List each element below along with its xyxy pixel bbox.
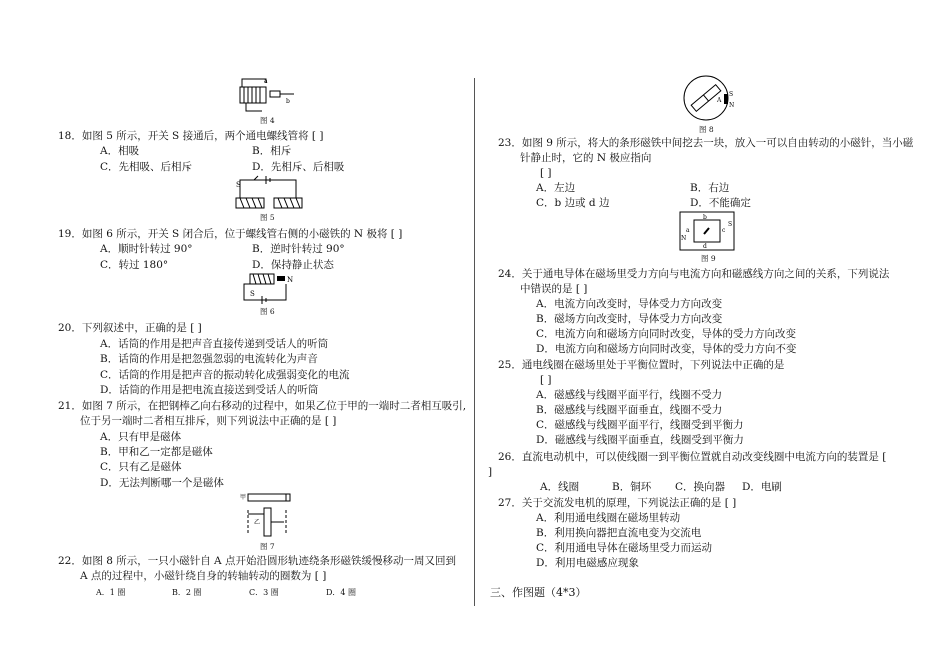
fig7-label-yi: 乙 xyxy=(254,519,261,526)
q19-option-c: C．转过 180° xyxy=(100,259,169,271)
q26-stem: 26．直流电动机中，可以使线圈一到平衡位置就自动改变线圈中电流方向的装置是 [ xyxy=(498,451,887,463)
fig9-label-d: d xyxy=(703,243,707,250)
fig5-label-s: S xyxy=(236,181,241,189)
q18-stem: 18．如图 5 所示，开关 S 接通后，两个通电螺线管将 [ ] xyxy=(58,130,324,142)
q26-option-a: A．线圈 xyxy=(540,481,580,493)
figure-6-diagram xyxy=(240,272,300,306)
q23-option-b: B．右边 xyxy=(690,182,730,194)
q24-option-a: A．电流方向改变时，导体受力方向改变 xyxy=(536,298,723,310)
q19-stem: 19．如图 6 所示，开关 S 闭合后，位于螺线管右侧的小磁铁的 N 极将 [ ] xyxy=(58,228,403,240)
q22-stem-line1: 22．如图 8 所示，一只小磁针自 A 点开始沿圆形轨迹绕条形磁铁缓慢移动一周又回到 xyxy=(58,555,456,567)
q18-option-d: D．先相斥、后相吸 xyxy=(252,161,345,173)
fig6-label-s: S xyxy=(250,290,255,298)
q21-option-c: C．只有乙是磁体 xyxy=(100,461,182,473)
q27-stem: 27．关于交流发电机的原理，下列说法正确的是 [ ] xyxy=(498,497,737,509)
q20-option-d: D．话筒的作用是把电流直接送到受话人的听筒 xyxy=(100,384,319,396)
q18-option-a: A．相吸 xyxy=(100,145,140,157)
q25-option-b: B．磁感线与线圈平面垂直，线圈不受力 xyxy=(536,404,723,416)
fig4-label-b: b xyxy=(286,98,290,105)
fig7-label-jia: 甲 xyxy=(240,494,247,501)
q22-option-a: A．1 圈 xyxy=(96,588,126,597)
fig6-caption: 图 6 xyxy=(260,307,275,316)
q25-option-c: C．磁感线与线圈平面平行，线圈受到平衡力 xyxy=(536,419,744,431)
q20-option-a: A．话筒的作用是把声音直接传递到受话人的听筒 xyxy=(100,338,329,350)
fig4-label-a: a xyxy=(264,78,268,85)
q24-option-c: C．电流方向和磁场方向同时改变，导体的受力方向改变 xyxy=(536,328,797,340)
q22-option-d: D．4 圈 xyxy=(326,588,357,597)
q21-stem-line2: 位于另一端时二者相互排斥，则下列说法中正确的是 [ ] xyxy=(80,415,337,427)
q23-stem-line1: 23．如图 9 所示，将大的条形磁铁中间挖去一块，放入一可以自由转动的小磁针，当小磁 xyxy=(498,137,914,149)
figure-7-diagram xyxy=(238,490,298,540)
fig4-caption: 图 4 xyxy=(260,116,275,125)
q27-option-a: A．利用通电线圈在磁场里转动 xyxy=(536,512,681,524)
q25-bracket: [ ] xyxy=(540,374,552,386)
fig8-caption: 图 8 xyxy=(699,125,714,134)
q24-option-d: D．电流方向和磁场方向同时改变，导体的受力方向不变 xyxy=(536,343,797,355)
q24-stem-line2: 中错误的是 [ ] xyxy=(520,283,588,295)
q21-option-d: D．无法判断哪一个是磁体 xyxy=(100,477,224,489)
q23-bracket: [ ] xyxy=(540,167,552,179)
q26-option-c: C．换向器 xyxy=(675,481,726,493)
q22-option-c: C．3 圈 xyxy=(249,588,279,597)
q18-option-c: C．先相吸、后相斥 xyxy=(100,161,193,173)
q27-option-c: C．利用通电导体在磁场里受力而运动 xyxy=(536,542,713,554)
q27-option-d: D．利用电磁感应现象 xyxy=(536,557,639,569)
q26-close-bracket: ] xyxy=(488,466,493,478)
figure-8-diagram xyxy=(680,74,740,124)
q23-option-a: A．左边 xyxy=(536,182,576,194)
fig9-label-c: c xyxy=(722,227,726,234)
q18-option-b: B．相斥 xyxy=(252,145,292,157)
fig9-label-n: N xyxy=(681,235,687,242)
q23-option-c: C．b 边或 d 边 xyxy=(536,197,610,209)
q25-stem: 25．通电线圈在磁场里处于平衡位置时，下列说法中正确的是 xyxy=(498,359,785,371)
q21-stem-line1: 21．如图 7 所示，在把钢棒乙向右移动的过程中，如果乙位于甲的一端时二者相互吸引, xyxy=(58,400,467,412)
section-3-heading: 三、作图题（4*3） xyxy=(490,586,587,599)
fig9-caption: 图 9 xyxy=(701,254,716,263)
q23-option-d: D．不能确定 xyxy=(690,197,751,209)
q19-option-b: B．逆时针转过 90° xyxy=(252,243,345,255)
q22-stem-line2: A 点的过程中，小磁针绕自身的转轴转动的圈数为 [ ] xyxy=(80,570,327,582)
q26-option-b: B．铜环 xyxy=(612,481,652,493)
q22-option-b: B．2 圈 xyxy=(172,588,202,597)
column-divider xyxy=(474,78,475,606)
fig5-caption: 图 5 xyxy=(260,213,275,222)
figure-9-diagram xyxy=(678,210,738,254)
q20-stem: 20．下列叙述中，正确的是 [ ] xyxy=(58,322,202,334)
q24-option-b: B．磁场方向改变时，导体受力方向改变 xyxy=(536,313,723,325)
q27-option-b: B．利用换向器把直流电变为交流电 xyxy=(536,527,702,539)
fig8-label-s: S xyxy=(729,91,734,98)
q25-option-a: A．磁感线与线圈平面平行，线圈不受力 xyxy=(536,389,723,401)
q25-option-d: D．磁感线与线圈平面垂直，线圈受到平衡力 xyxy=(536,434,744,446)
q19-option-a: A．顺时针转过 90° xyxy=(100,243,193,255)
q23-stem-line2: 针静止时，它的 N 极应指向 xyxy=(520,152,652,164)
q19-option-d: D．保持静止状态 xyxy=(252,259,334,271)
q20-option-c: C．话筒的作用是把声音的振动转化成强弱变化的电流 xyxy=(100,369,350,381)
q21-option-b: B．甲和乙一定都是磁体 xyxy=(100,446,213,458)
q20-option-b: B．话筒的作用是把忽强忽弱的电流转化为声音 xyxy=(100,353,318,365)
fig9-label-b: b xyxy=(703,214,707,221)
figure-5-diagram xyxy=(234,176,306,212)
figure-4-diagram xyxy=(236,75,296,115)
fig9-label-s: S xyxy=(728,221,733,228)
fig7-caption: 图 7 xyxy=(260,542,275,551)
fig9-label-a: a xyxy=(686,227,690,234)
q21-option-a: A．只有甲是磁体 xyxy=(100,431,182,443)
q26-option-d: D．电刷 xyxy=(742,481,782,493)
fig6-label-n: N xyxy=(287,276,294,284)
q24-stem-line1: 24．关于通电导体在磁场里受力方向与电流方向和磁感线方向之间的关系，下列说法 xyxy=(498,268,890,280)
fig8-label-n: N xyxy=(729,102,735,109)
fig8-label-a: A xyxy=(717,97,722,104)
